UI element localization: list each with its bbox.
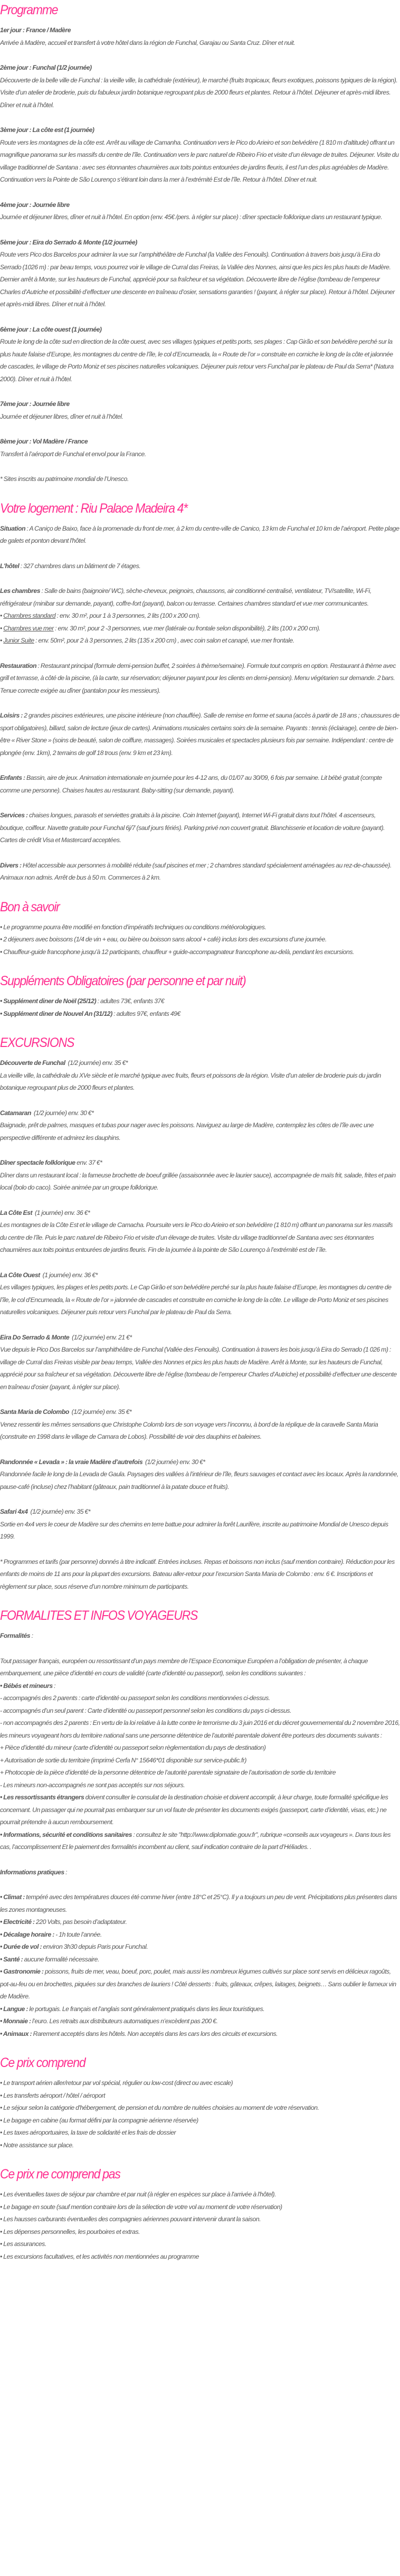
excursion-heading [0,1107,400,1120]
excursion-price: (1/2 journée) env. 30 €* [31,1109,94,1117]
bon-a-savoir-title: Bon à savoir [0,899,60,914]
excursion-item [0,1269,400,1319]
supplement-price: : adultes 97€, enfants 49€ [112,1009,180,1017]
excursion-item [0,1506,400,1543]
minors-line: + Photocopie de la pièce d’identité de la personne détentrice de l’autorité parentale signataire de l’autorisation de sortie du territoire [0,1769,336,1776]
prix-ne-comprend-pas-section [0,2166,400,2263]
divers-label: Divers : [0,861,22,869]
excursions-list [0,1057,400,1543]
excursion-item [0,1406,400,1443]
prix-comprend-title: Ce prix comprend [0,2055,85,2070]
minors-line: - accompagnés d’un seul parent : Carte d’identité ou passeport personnel selon les conditions du pays ci-dessus. [0,1706,292,1714]
info-text: le portugais. Le français et l’anglais sont généralement pratiqués dans les lieux touristiques. [27,2005,265,2013]
excursion-item [0,1107,400,1145]
day-text: Transfert à l’aéroport de Funchal et envol pour la France. [0,450,146,458]
room-type-name: Junior Suite [3,637,34,644]
bon-a-savoir-section [0,899,400,959]
info-text: 220 Volts, pas besoin d’adaptateur. [34,1918,127,1926]
formalites-section [0,1608,400,2040]
info-text: - 1h toute l’année. [54,1930,102,1938]
prix-ne-comprend-pas-title: Ce prix ne comprend pas [0,2167,120,2182]
supplement-label: • Supplément diner de Noël (25/12) [0,997,97,1005]
programme-days [0,24,400,460]
excursion-name: Découverte de Funchal [0,1059,65,1067]
info-text: tempéré avec des températures douces été comme hiver (entre 18°C et 25°C). Il y a toujours un peu de vent. Précipitations plus présentes dans les zones montagneuses. [0,1893,397,1913]
excursion-heading [0,1269,400,1282]
services-label: Services : [0,812,28,819]
info-item [0,1954,400,1966]
hotel-restauration: Restauration : Restaurant principal (formule demi-pension buffet, 2 soirées à thème/semaine). Formule tout compris en option. Restaurant à thème avec grill et terrasse, à côté de la piscine, (à la carte, sur réservation; déjeuner payant pour les clients en demi-pension). Menu végétarien sur demande. 2 bars. Tenue correcte exigée au dîner (pantalon pour les messieurs). [0,662,396,694]
prix-comprend-item: • Les taxes aéroportuaires, la taxe de solidarité et les frais de dossier [0,2129,176,2136]
hotel-label: L'hôtel [0,562,20,570]
excursion-heading [0,1157,400,1169]
day-title: 7ème jour : Journée libre [0,400,70,408]
minors-heading: • Bébés et mineurs : [0,1682,56,1690]
excursion-heading [0,1207,400,1220]
hotel-title: Votre logement : Riu Palace Madeira 4* [0,501,187,516]
excursions-section [0,1035,400,1593]
excursion-heading [0,1506,400,1518]
minors-line: + Autorisation de sortie du territoire (imprimé Cerfa N° 15646*01 disponible sur service-public.fr) [0,1756,246,1764]
supplements-section [0,973,400,1020]
room-type-item: • Chambres standard : env. 30 m², pour 1 à 3 personnes, 2 lits (100 x 200 cm). [0,612,201,619]
excursion-name: Santa Maria de Colombo [0,1408,69,1416]
day-title: 4ème jour : Journée libre [0,201,70,209]
security-note: • Informations, sécurité et conditions sanitaires : consultez le site "http://www.diplomatie.gouv.fr", rubrique «conseils aux voyageurs ». Dans tous les cas, l’accomplissement Et le paiement des formalités incombent au client, sauf indication contraire de la part d’Héliades. . [0,1830,391,1851]
excursion-heading [0,1057,400,1070]
programme-day [0,324,400,386]
info-label: • Décalage horaire : [0,1930,54,1938]
excursions-footnote: * Programmes et tarifs (par personne) donnés à titre indicatif. Entrées incluses. Repas et boissons non inclus (sauf mention contraire). Réduction pour les enfants de moins de 11 ans pour la plupart des excursions. Bateau aller-retour pour l’excursion Santa Maria de Colombo : env. 6 €. Inscriptions et règlement sur place, sous réserve d’un nombre minimum de participants. [0,1558,395,1590]
info-item [0,2003,400,2016]
excursion-price: (1 journée) env. 36 €* [40,1271,98,1279]
excursion-price: (1/2 journée) env. 35 €* [27,1508,91,1515]
excursion-description: Les montagnes de la Côte Est et le village de Camacha. Poursuite vers le Pico do Arieiro et son belvédère (1 810 m) offrant un panorama sur les massifs du centre de l’île. Puis le parc naturel de Ribeiro Frio et visite d’un élevage de truites. Visite du village traditionnel de Santana avec ses étonnantes chaumières aux toits pointus entourées de jardins fleuris. Fin de la journée à la pointe de São Lourenço à l’extrémité est de l´île. [0,1221,393,1253]
excursion-heading [0,1406,400,1419]
info-item [0,1891,400,1916]
excursion-item [0,1057,400,1094]
excursion-name: La Côte Est [0,1209,33,1216]
excursion-description: Vue depuis le Pico Dos Barcelos sur l’amphithéâtre de Funchal (Vallée des Fenouils). Continuation à travers les bois jusqu’à Eira do Serrado (1 026 m) : village de Curral das Freiras visible par beau temps, Vallée des Nonnes et pics les plus hauts de Madère. Arrêt à Monte, sur les hauteurs de Funchal, apprécié pour sa fraîcheur et sa végétation. Découverte libre de l’église (tombeau de l’empereur Charles d’Autriche) et possibilité d’effectuer une descente en traîneau d’osier (payant, à régler sur place). [0,1346,397,1391]
prix-ne-comprend-pas-item: • Le bagage en soute (sauf mention contraire lors de la sélection de votre vol au moment de votre réservation) [0,2203,282,2211]
info-label: • Animaux : [0,2030,32,2037]
prix-ne-comprend-pas-item: • Les hausses carburants éventuelles des compagnies aériennes pouvant intervenir durant la saison. [0,2215,261,2223]
programme-day [0,398,400,423]
bon-a-savoir-item: • Le programme pourra être modifié en fonction d’impératifs techniques ou conditions météorologiques. [0,923,266,931]
enfants-label: Enfants : [0,774,25,781]
excursion-item [0,1456,400,1494]
prix-ne-comprend-pas-item: • Les éventuelles taxes de séjour par chambre et par nuit (à régler en espèces sur place à l'arrivée à l'hôtel). [0,2191,276,2198]
info-item [0,1916,400,1929]
info-text: poissons, fruits de mer, veau, boeuf, porc, poulet, mais aussi les nombreux légumes cultivés sur place sont servis en délicieux ragoûts, pot-au-feu ou en brochettes, piquées sur des branches de lauriers ! Côté desserts : fruits, gâteaux, crêpes, laitages, beignets… Sans oublier le fameux vin de Madère. [0,1968,396,2000]
excursion-description: Venez ressentir les mêmes sensations que Christophe Colomb lors de son voyage vers l’inconnu, à bord de la réplique de la caravelle Santa Maria (construite en 1998 dans le village de Camara de Lobos). Possibilité de voir des dauphins et baleines. [0,1420,378,1440]
prix-comprend-item: • Le bagage en cabine (au format défini par la compagnie aérienne réservée) [0,2116,198,2124]
excursion-name: La Côte Ouest [0,1271,40,1279]
day-text: Découverte de la belle ville de Funchal : la vieille ville, la cathédrale (extérieur), le marché (fruits tropicaux, fleurs exotiques, poissons typiques de la région). Visite d’un atelier de broderie, puis du fabuleux jardin botanique regroupant plus de 2000 fleurs et plantes. Retour à l’hôtel. Déjeuner et après-midi libres. Dîner et nuit à l’hôtel. [0,76,398,109]
excursion-price: (1/2 journée) env. 30 €* [142,1458,205,1466]
hotel-rooms: Les chambres : Salle de bains (baignoire/ WC), sèche-cheveux, peignoirs, chaussons, air conditionné centralisé, ventilateur, TV/satellite, Wi-Fi, réfrigérateur (minibar sur demande, payant), coffre-fort (payant), balcon ou terrasse. Certaines chambres standard et vue mer communicantes. • Chambres standard : env. 30 m², pour 1 à 3 personnes, 2 lits (100 x 200 cm). • Chambres vue mer : env. 30 m², pour 2 -3 personnes, vue mer (latérale ou frontale selon disponibilité), 2 lits (100 x 200 cm). • Junior Suite : env. 50m², pour 2 à 3 personnes, 2 lits (135 x 200 cm) , avec coin salon et canapé, vue mer frontale. [0,585,400,647]
formalites-intro: Tout passager français, européen ou ressortissant d’un pays membre de l’Espace Economique Européen a l’obligation de présenter, à chaque embarquement, une pièce d’identité en cours de validité (carte d’identité ou passeport), selon les conditions suivantes : [0,1657,368,1677]
day-text: Route vers les montagnes de la côte est. Arrêt au village de Camanha. Continuation vers le Pico do Arieiro et son belvédère (1 810 m d'altitude) offrant un magnifique panorama sur les massifs du centre de l’île. Continuation vers le parc naturel de Ribeiro Frio et visite d’un élevage de truites. Déjeuner. Visite du village traditionnel de Santana : avec ses étonnantes chaumières aux toits pointus entourées de jardins fleuris, il est l’un des plus agréables de Madère. Continuation vers la Pointe de São Lourenço s’étirant loin dans la mer à l’extrémité Est de l’île. Retour à l’hôtel. Dîner et nuit. [0,138,399,183]
excursion-name: Dîner spectacle folklorique [0,1159,75,1166]
excursions-title: EXCURSIONS [0,1035,74,1050]
excursion-price: (1 journée) env. 36 €* [32,1209,90,1216]
infos-pratiques-label: Informations pratiques : [0,1868,68,1876]
day-text: Arrivée à Madère, accueil et transfert à votre hôtel dans la région de Funchal, Garajau ou Santa Cruz. Dîner et nuit. [0,39,296,46]
day-title: 1er jour : France / Madère [0,26,71,34]
programme-day [0,436,400,460]
info-item [0,1941,400,1954]
excursion-name: Eira Do Serrado & Monte [0,1333,70,1341]
info-label: • Monnaie : [0,2017,31,2025]
info-label: • Langue : [0,2005,28,2013]
supplements-list [0,995,400,1020]
rooms-label: Les chambres [0,587,41,595]
prix-ne-comprend-pas-item: • Les excursions facultatives, et les activités non mentionnées au programme [0,2252,199,2260]
excursion-price: env. 37 €* [75,1159,102,1166]
programme-footnote: * Sites inscrits au patrimoine mondial de l’Unesco. [0,475,129,483]
hotel-services: Services : chaises longues, parasols et serviettes gratuits à la piscine. Coin Internet (payant), Internet Wi-Fi gratuit dans tout l’hôtel. 4 ascenseurs, boutique, coiffeur. Navette gratuite pour Funchal 6j/7 (sauf jours fériés). Parking privé non couvert gratuit. Blanchisserie et location de voiture (payant). Cartes de crédit Visa et Mastercard acceptées. [0,812,385,844]
foreigners-note: • Les ressortissants étrangers doivent consulter le consulat de la destination choisie et doivent accomplir, à leur charge, toute formalité spécifique les concernant. Un passager qui ne pourrait pas embarquer sur un vol faute de présenter les documents exigés (passeport, carte d’identité, visas, etc.) ne pourrait prétendre à aucun remboursement. [0,1794,388,1826]
info-text: environ 3h30 depuis Paris pour Funchal. [42,1943,148,1950]
programme-section [0,2,400,486]
excursion-item [0,1207,400,1257]
day-text: Journée et déjeuner libres, dîner et nuit à l’hôtel. En option (env. 45€ /pers. à régler sur place) : dîner spectacle folklorique dans un restaurant typique. [0,213,383,221]
bon-a-savoir-item: • 2 déjeuners avec boissons (1/4 de vin + eau, ou bière ou boisson sans alcool + café) inclus lors des excursions d’une journée. [0,936,327,943]
room-type-name: Chambres standard [3,612,56,619]
formalites-label-line: Formalités : [0,1632,33,1639]
day-title: 2ème jour : Funchal (1/2 journée) [0,64,92,71]
minors-line: - accompagnés des 2 parents : carte d’identité ou passeport selon les conditions mentionnées ci-dessus. [0,1694,270,1702]
excursion-price: (1/2 journée) env. 35 €* [65,1059,128,1067]
excursion-price: (1/2 journée) env. 35 €* [69,1408,132,1416]
info-label: • Electricité : [0,1918,35,1926]
excursion-description: La vieille ville, la cathédrale du XVe siècle et le marché typique avec fruits, fleurs et poissons de la région. Visite d’un atelier de broderie puis du jardin botanique regroupant plus de 2000 fleurs et plantes. [0,1071,381,1091]
info-text: aucune formalité nécessaire. [23,1955,99,1963]
hotel-section [0,501,400,884]
programme-day [0,124,400,186]
prix-comprend-list [0,2077,400,2152]
day-title: 6ème jour : La côte ouest (1 journée) [0,325,102,333]
info-text: l’euro. Les retraits aux distributeurs automatiques n’excèdent pas 200 €. [31,2017,218,2025]
room-type-text: : env. 30 m², pour 2 -3 personnes, vue mer (latérale ou frontale selon disponibilité), 2 lits (100 x 200 cm). [53,624,321,632]
excursion-description: Les villages typiques, les plages et les petits ports. Le Cap Girão et son belvédère perché sur la plus haute falaise d’Europe, les montagnes du centre de l’île, le col d’Encumeada, la « Route de l’or » jalonnée de cascades et construite en corniche le long de la côte. Le village de Porto Moniz et ses piscines naturelles volcaniques. Déjeuner puis retour vers Funchal par le plateau de Paul da Serra. [0,1284,392,1316]
info-text: Rarement acceptés dans les hôtels. Non acceptés dans les cars lors des circuits et excursions. [32,2030,278,2037]
excursion-description: Randonnée facile le long de la Levada de Gaula. Paysages des vallées à l’intérieur de l’île, fleurs sauvages et contact avec les locaux. Après la randonnée, pause-café (incluse) chez l’habitant (gâteaux, pain traditionnel à la patate douce et fruits). [0,1470,398,1490]
room-types-list [0,610,400,647]
hotel-building: L'hôtel : 327 chambres dans un bâtiment de 7 étages. [0,562,141,570]
hotel-enfants: Enfants : Bassin, aire de jeux. Animation internationale en journée pour les 4-12 ans, du 01/07 au 30/09, 6 fois par semaine. Lit bébé gratuit (compte comme une personne). Chaises hautes au restaurant. Baby-sitting (sur demande, payant). [0,774,382,794]
minors-list [0,1692,400,1791]
restauration-label: Restauration [0,662,37,669]
prix-ne-comprend-pas-list [0,2188,400,2263]
info-item [0,2015,400,2028]
prix-ne-comprend-pas-item: • Les dépenses personnelles, les pourboires et extras. [0,2228,140,2235]
excursion-description: Sortie en 4x4 vers le coeur de Madère sur des chemins en terre battue pour admirer la forêt Laurifère, inscrite au patrimoine Mondial de Unesco depuis 1999. [0,1520,388,1540]
room-type-text: : env. 30 m², pour 1 à 3 personnes, 2 lits (100 x 200 cm). [55,612,201,619]
excursion-description: Dîner dans un restaurant local : la fameuse brochette de boeuf grillée (assaisonnée avec le laurier sauce), accompagnée de maïs frit, salade, frites et pain local (bolo do caco). Soirée animée par un groupe folklorique. [0,1171,396,1191]
excursion-item [0,1332,400,1394]
prix-ne-comprend-pas-item: • Les assurances. [0,2240,46,2248]
minors-line: - non accompagnés des 2 parents : En vertu de la loi relative à la lutte contre le terrorisme du 3 juin 2016 et du décret gouvernemental du 2 novembre 2016, les mineurs voyageant hors du territoire national sans une personne détentrice de l’autorité parentale doivent être porteurs des documents suivants : [0,1719,400,1739]
room-type-item: • Junior Suite : env. 50m², pour 2 à 3 personnes, 2 lits (135 x 200 cm) , avec coin salon et canapé, vue mer frontale. [0,637,294,644]
excursion-name: Catamaran [0,1109,31,1117]
room-type-item: • Chambres vue mer : env. 30 m², pour 2 -3 personnes, vue mer (latérale ou frontale selon disponibilité), 2 lits (100 x 200 cm). [0,624,321,632]
formalites-title: FORMALITES ET INFOS VOYAGEURS [0,1608,198,1623]
prix-comprend-item: • Notre assistance sur place. [0,2141,74,2149]
excursion-heading [0,1456,400,1469]
info-label: • Durée de vol : [0,1943,42,1950]
excursion-price: (1/2 journée) env. 21 €* [69,1333,132,1341]
programme-day [0,24,400,49]
info-item [0,1929,400,1941]
programme-day [0,237,400,311]
day-title: 8ème jour : Vol Madère / France [0,438,88,445]
situation-label: Situation [0,524,26,532]
hotel-situation: Situation : A Caniço de Baixo, face à la promenade du front de mer, à 2 km du centre-ville de Canico, 13 km de Funchal et 10 km de l’aéroport. Petite plage de galets et ponton devant l'hôtel. [0,524,399,544]
excursion-item [0,1157,400,1194]
excursion-name: Randonnée « Levada » : la vraie Madère d’autrefois [0,1458,143,1466]
info-item [0,2028,400,2041]
info-label: • Gastronomie : [0,1968,44,1975]
info-item [0,1966,400,2003]
day-text: Route le long de la côte sud en direction de la côte ouest, avec ses villages typiques et petits ports, ses plages : Cap Girão et son belvédère perché sur la plus haute falaise d’Europe, les montagnes du centre de l’île, le col d’Encumeada, la « Route de l’or » construite en corniche le long de la côte et jalonnée de cascades, le village de Porto Moniz et ses piscines naturelles volcaniques. Déjeuner puis retour vers Funchal par le plateau de Paul da Serra* (Natura 2000). Dîner et nuit à l’hôtel. [0,338,394,383]
programme-day [0,62,400,111]
prix-comprend-section [0,2055,400,2152]
supplement-item [0,1008,400,1021]
excursion-heading [0,1332,400,1344]
prix-comprend-item: • Le séjour selon la catégorie d'hébergement, de pension et du nombre de nuitées choisies au moment de votre réservation. [0,2104,319,2111]
minors-line: - Les mineurs non-accompagnés ne sont pas acceptés sur nos séjours. [0,1781,185,1789]
info-label: • Santé : [0,1955,23,1963]
room-type-name: Chambres vue mer [3,624,54,632]
supplement-label: • Supplément diner de Nouvel An (31/12) [0,1009,112,1017]
programme-day [0,199,400,224]
day-text: Route vers Pico dos Barcelos pour admirer la vue sur l’amphithéâtre de Funchal (la Vallée des Fenouils). Continuation à travers bois jusqu’à Eira do Serrado (1026 m) : par beau temps, vous pourrez voir le village de Curral das Freiras, la Vallée des Nonnes, ainsi que les pics les plus hauts de Madère. Dernier arrêt à Monte, sur les hauteurs de Funchal, apprécié pour sa fraîcheur et sa végétation. Découverte libre de l’église (tombeau de l’empereur Charles d’Autriche et possibilité d’effectuer une descente en traîneau d’osier, sensations garanties ! (payant, à régler sur place). Retour à l’hôtel. Déjeuner et après-midi libres. Dîner et nuit à l’hôtel. [0,251,395,308]
day-title: 3ème jour : La côte est (1 journée) [0,126,94,134]
day-title: 5ème jour : Eira do Serrado & Monte (1/2 journée) [0,238,137,246]
info-label: • Climat : [0,1893,25,1901]
infos-pratiques-list [0,1891,400,2040]
excursion-description: Baignade, prêt de palmes, masques et tubas pour nager avec les poissons. Naviguez au large de Madère, contemplez les côtes de l’île avec une perspective différente et admirez les dauphins. [0,1121,374,1141]
bon-a-savoir-list [0,921,400,959]
room-type-text: : env. 50m², pour 2 à 3 personnes, 2 lits (135 x 200 cm) , avec coin salon et canapé, vue mer frontale. [34,637,294,644]
day-text: Journée et déjeuner libres, dîner et nuit à l’hôtel. [0,412,123,420]
bon-a-savoir-item: • Chauffeur-guide francophone jusqu’à 12 participants, chauffeur + guide-accompagnateur francophone au-delà, pendant les excursions. [0,948,354,956]
minors-line: + Pièce d’identité du mineur (carte d’identité ou passeport selon règlementation du pays de destination) [0,1744,266,1751]
hotel-loisirs: Loisirs : 2 grandes piscines extérieures, une piscine intérieure (non chauffée). Salle de remise en forme et sauna (accès à partir de 18 ans ; chaussures de sport obligatoires), billard, salon de lecture (jeux de cartes). Animations musicales certains soirs de la semaine. Payants : tennis (éclairage), centre de bien-être « River Stone » (soins de beauté, salon de coiffure, massages). Soirées musicales et spectacles plusieurs fois par semaine. Indépendant : centre de plongée (env. 1km), 2 terrains de golf 18 trous (env. 9 km et 23 km). [0,712,399,757]
prix-comprend-item: • Le transport aérien aller/retour par vol spécial, régulier ou low-cost (direct ou avec escale) [0,2079,233,2087]
prix-comprend-item: • Les transferts aéroport / hôtel / aéroport [0,2091,106,2099]
supplements-title: Suppléments Obligatoires (par personne et par nuit) [0,974,246,988]
supplement-item [0,995,400,1008]
loisirs-label: Loisirs : [0,712,23,719]
hotel-divers: Divers : Hôtel accessible aux personnes à mobilité réduite (sauf piscines et mer ; 2 chambres standard spécialement aménagées au rez-de-chaussée). Animaux non admis. Arrêt de bus à 50 m. Commerces à 2 km. [0,861,392,881]
supplement-price: : adultes 73€, enfants 37€ [96,997,165,1005]
excursion-name: Safari 4x4 [0,1508,28,1515]
programme-title: Programme [0,3,58,17]
